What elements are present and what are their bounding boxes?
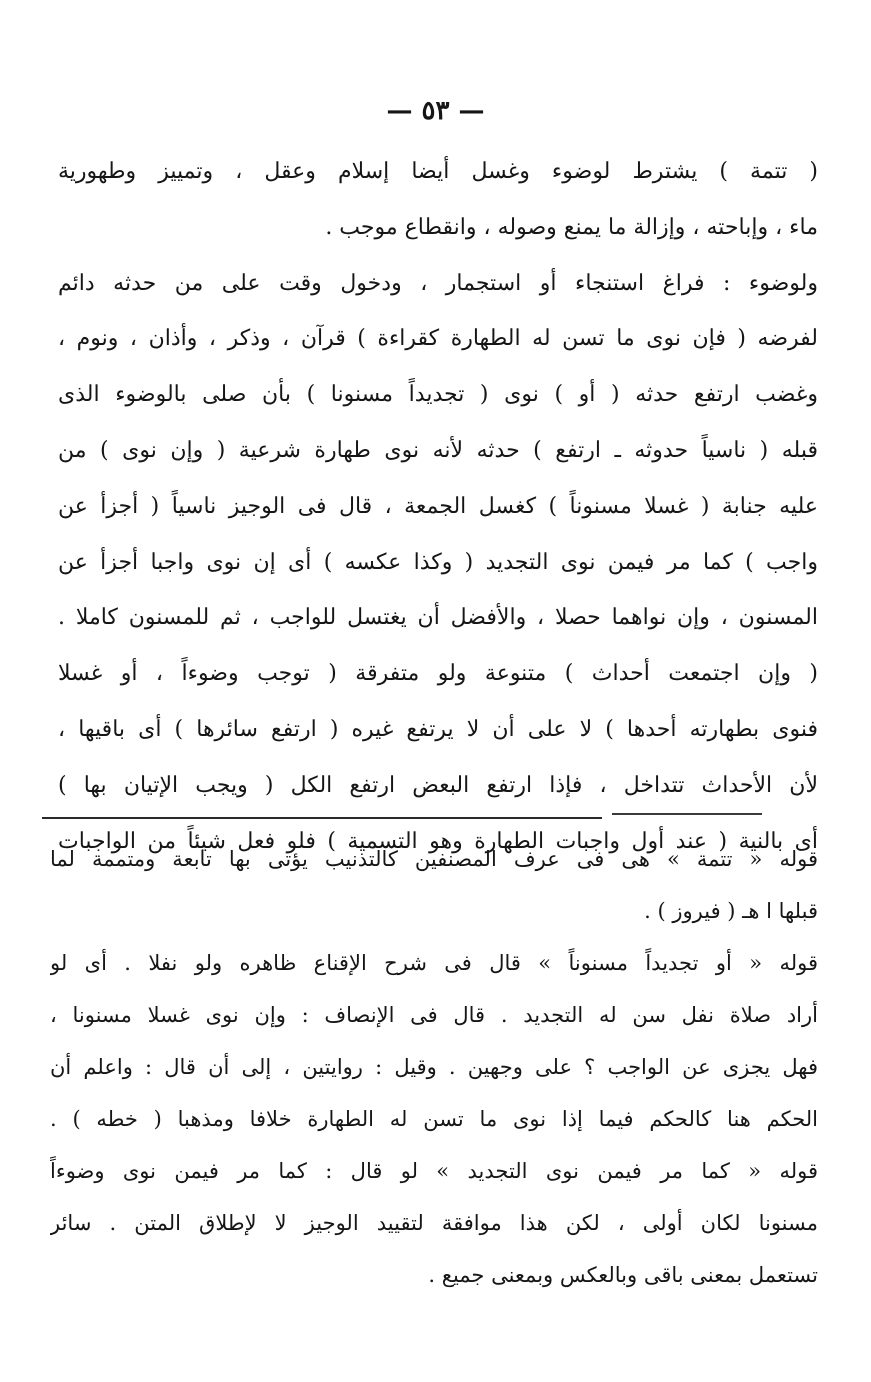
footnote-line: مسنونا لكان أولى ، لكن هذا موافقة لتقييد الوجيز لا لإطلاق المتن . سائر [50, 1211, 818, 1235]
footnote-line: قبلها ا هـ ( فيروز ) . [644, 899, 818, 923]
main-text-line: فنوى بطهارته أحدها ) لا على أن لا يرتفع غيره ( ارتفع سائرها ) أى باقيها ، [58, 716, 818, 742]
main-text-line: قبله ( ناسياً حدوثه ـ ارتفع ) حدثه لأنه نوى طهارة شرعية ( وإن نوى ) من [58, 437, 818, 463]
footnote-line: الحكم هنا كالحكم فيما إذا نوى ما تسن له الطهارة خلافا ومذهبا ( خطه ) . [50, 1107, 818, 1131]
main-text-line: وغضب ارتفع حدثه ( أو ) نوى ( تجديداً مسنونا ) بأن صلى بالوضوء الذى [58, 382, 818, 408]
footnote-separator [42, 817, 602, 819]
main-text-line: ( تتمة ) يشترط لوضوء وغسل أيضا إسلام وعقل ، وتمييز وطهورية [58, 159, 818, 184]
main-text-line: ولوضوء : فراغ استنجاء أو استجمار ، ودخول وقت على من حدثه دائم [58, 270, 818, 296]
main-text-line: ( وإن اجتمعت أحداث ) متنوعة ولو متفرقة ( توجب وضوءاً ، أو غسلا [58, 661, 818, 687]
main-text-line: أى بالنية ( عند أول واجبات الطهارة وهو التسمية ) فلو فعل شيئاً من الواجبات [58, 828, 818, 854]
main-text-line: عليه جنابة ( غسلا مسنوناً ) كغسل الجمعة ، قال فى الوجيز ناسياً ( أجزأ عن [58, 493, 818, 519]
page-number: — ٥٣ — [386, 96, 485, 126]
footnote-line: قوله « كما مر فيمن نوى التجديد » لو قال : كما مر فيمن نوى وضوءاً [50, 1159, 818, 1183]
main-text-line: ماء ، وإباحته ، وإزالة ما يمنع وصوله ، وانقطاع موجب . [325, 214, 818, 240]
footnote-line: قوله « تتمة » هى فى عرف المصنفين كالتذنيب يؤتى بها تابعة ومتممة لما [50, 847, 818, 871]
footnotes-section [50, 836, 818, 1304]
footnote-line: تستعمل بمعنى باقى وبالعكس وبمعنى جميع . [428, 1263, 818, 1287]
main-text-body [58, 148, 818, 873]
footnote-line: أراد صلاة نفل سن له التجديد . قال فى الإنصاف : وإن نوى غسلا مسنونا ، [50, 1003, 818, 1027]
footnote-line: فهل يجزى عن الواجب ؟ على وجهين . وقيل : روايتين ، إلى أن قال : واعلم أن [50, 1055, 818, 1079]
main-text-line: المسنون ، وإن نواهما حصلا ، والأفضل أن يغتسل للواجب ، ثم للمسنون كاملا . [58, 605, 818, 631]
main-text-line: لفرضه ( فإن نوى ما تسن له الطهارة كقراءة ) قرآن ، وذكر ، وأذان ، ونوم ، [58, 326, 818, 352]
footnote-line: قوله « أو تجديداً مسنوناً » قال فى شرح الإقناع ظاهره ولو نفلا . أى لو [50, 951, 818, 975]
main-text-line: واجب ) كما مر فيمن نوى التجديد ( وكذا عكسه ) أى إن نوى واجبا أجزأ عن [58, 549, 818, 575]
main-text-line: لأن الأحداث تتداخل ، فإذا ارتفع البعض ارتفع الكل ( ويجب الإتيان بها ) [58, 772, 818, 798]
footnote-separator [612, 813, 762, 815]
